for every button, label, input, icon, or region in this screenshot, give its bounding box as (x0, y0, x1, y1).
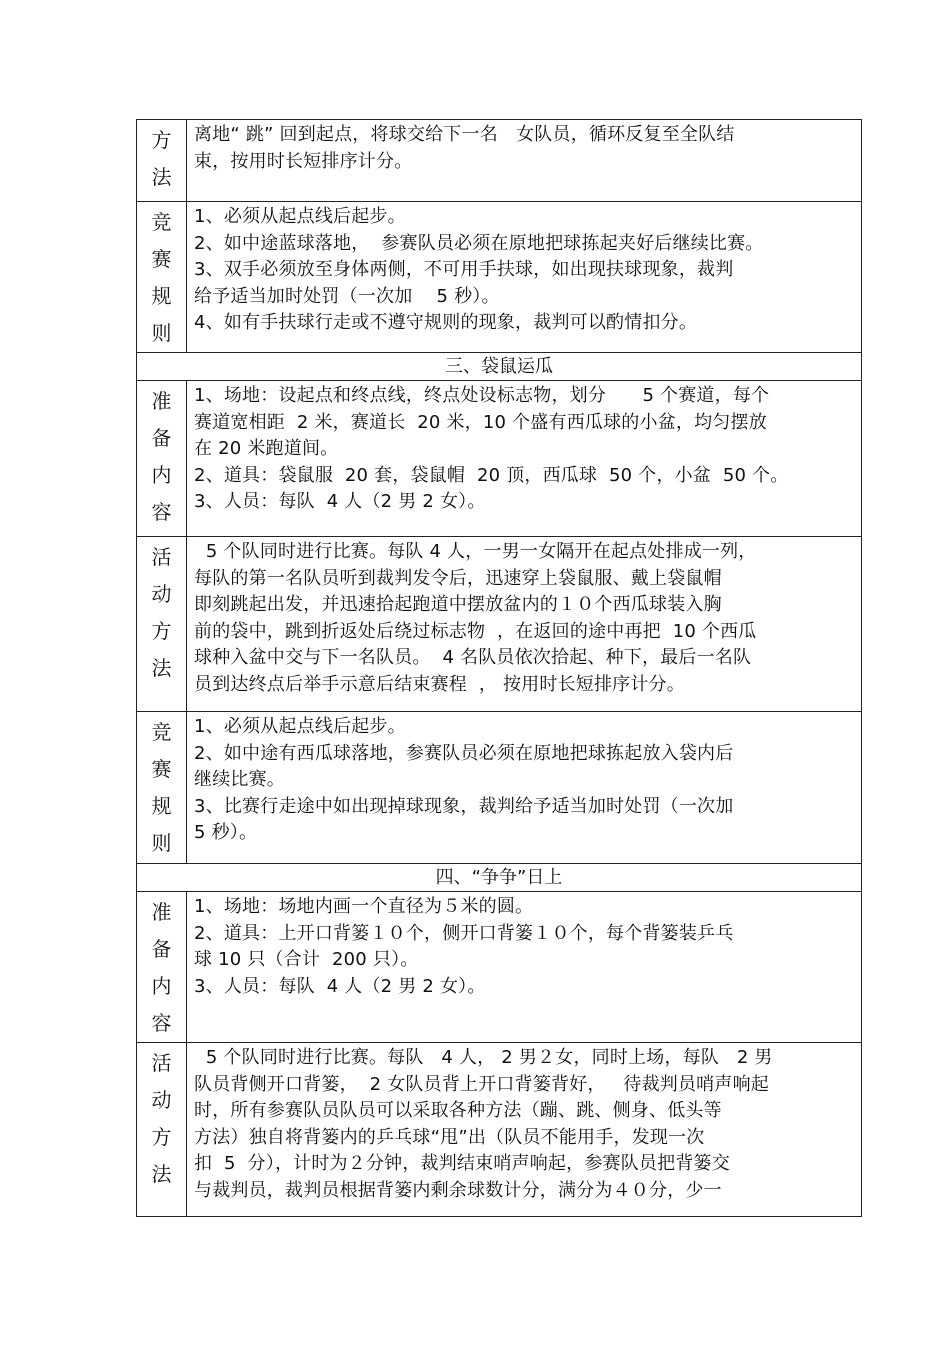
row-content (187, 120, 861, 177)
content-line: 即刻跳起出发，并迅速拾起跑道中摆放盆内的１０个西瓜球装入胸 (194, 594, 722, 615)
row-content (187, 202, 861, 339)
content-line: 5 秒）。 (194, 822, 258, 843)
rules-table (136, 119, 862, 1217)
content-line: 方法）独自将背篓内的乒乓球“甩”出（队员不能用手，发现一次 (194, 1126, 705, 1148)
content-line: 球种入盆中交与下一名队员。 4 名队员依次拾起、种下，最后一名队 (194, 647, 752, 668)
row-label-cell (137, 537, 187, 712)
row-label-char: 规 (151, 794, 172, 818)
table-row (137, 381, 862, 537)
row-content (187, 537, 861, 700)
content-line: 离地“ 跳” 回到起点，将球交给下一名 女队员，循环反复至全队结 (194, 124, 735, 145)
table-row (137, 537, 862, 712)
row-label-char: 备 (151, 937, 172, 961)
row-content-cell (187, 381, 862, 537)
row-label-char: 备 (151, 426, 172, 450)
content-line: 每队的第一名队员听到裁判发令后，迅速穿上袋鼠服、戴上袋鼠帽 (194, 567, 722, 589)
row-label (137, 712, 186, 862)
row-content-cell (187, 712, 862, 864)
row-label-char: 法 (151, 165, 172, 189)
row-label (137, 537, 186, 687)
content-line: 5 个队同时进行比赛。每队 4 人， 2 男２女，同时上场，每队 2 男 (194, 1047, 773, 1068)
row-label-char: 动 (151, 1088, 172, 1112)
content-line: 赛道宽相距 2 米，赛道长 20 米，10 个盛有西瓜球的小盆，均匀摆放 (194, 411, 767, 433)
row-label-cell (137, 381, 187, 537)
content-line: 3、人员：每队 4 人（2 男 2 女）。 (194, 491, 486, 512)
content-line: 时，所有参赛队员队员可以采取各种方法（蹦、跳、侧身、低头等 (194, 1100, 722, 1121)
row-content-cell (187, 120, 862, 202)
content-line: 4、如有手扶球行走或不遵守规则的现象，裁判可以酌情扣分。 (194, 312, 698, 333)
row-label (137, 120, 186, 196)
row-label-char: 方 (151, 1125, 172, 1149)
row-label-char: 动 (151, 582, 172, 606)
table-row (137, 120, 862, 202)
content-line: 2、道具：上开口背篓１０个，侧开口背篓１０个，每个背篓装乒乓 (194, 922, 734, 944)
content-line: 队员背侧开口背篓， 2 女队员背上开口背篓背好， 待裁判员哨声响起 (194, 1073, 769, 1095)
row-label-char: 则 (151, 831, 172, 855)
row-label-char: 则 (151, 321, 172, 345)
section-title-row (137, 353, 862, 381)
content-line: 1、必须从起点线后起步。 (194, 206, 406, 227)
row-label-char: 容 (151, 500, 172, 524)
content-line: 与裁判员，裁判员根据背篓内剩余球数计分，满分为４０分，少一 (194, 1179, 722, 1201)
row-content-cell (187, 202, 862, 353)
section-title: 三、袋鼠运瓜 (137, 353, 862, 381)
row-content (187, 1043, 861, 1206)
row-content-cell (187, 892, 862, 1043)
content-line: 在 20 米跑道间。 (194, 438, 339, 459)
row-label-char: 赛 (151, 757, 172, 781)
row-label (137, 1043, 186, 1193)
section-title: 四、“争争”日上 (137, 864, 862, 892)
row-label-char: 方 (151, 128, 172, 152)
row-label-char: 内 (151, 974, 172, 998)
row-label-char: 竞 (151, 720, 172, 744)
content-line: 前的袋中，跳到折返处后绕过标志物 ，在返回的途中再把 10 个西瓜 (194, 620, 757, 642)
row-label (137, 381, 186, 531)
content-line: 球 10 只（合计 200 只）。 (194, 949, 419, 970)
content-line: 给予适当加时处罚（一次加 5 秒）。 (194, 285, 500, 307)
row-label-char: 竞 (151, 210, 172, 234)
row-label-char: 内 (151, 463, 172, 487)
row-label-char: 活 (151, 545, 172, 569)
row-content-cell (187, 1043, 862, 1217)
row-label-char: 方 (151, 619, 172, 643)
row-label-char: 活 (151, 1051, 172, 1075)
content-line: 2、道具：袋鼠服 20 套，袋鼠帽 20 顶，西瓜球 50 个，小盆 50 个。 (194, 464, 789, 486)
content-line: 1、场地：场地内画一个直径为５米的圆。 (194, 896, 534, 917)
row-label-cell (137, 892, 187, 1043)
table-row (137, 892, 862, 1043)
content-line: 1、必须从起点线后起步。 (194, 716, 406, 737)
content-line: 3、人员：每队 4 人（2 男 2 女）。 (194, 975, 486, 997)
row-label-char: 法 (151, 656, 172, 680)
row-content (187, 381, 861, 518)
content-line: 1、场地：设起点和终点线，终点处设标志物，划分 5 个赛道，每个 (194, 385, 770, 406)
row-label-char: 赛 (151, 247, 172, 271)
row-label-cell (137, 202, 187, 353)
content-line: 2、如中途有西瓜球落地，参赛队员必须在原地把球拣起放入袋内后 (194, 742, 734, 764)
content-line: 5 个队同时进行比赛。每队 4 人，一男一女隔开在起点处排成一列， (194, 541, 757, 562)
row-content (187, 892, 861, 1002)
content-line: 继续比赛。 (194, 769, 285, 790)
row-label (137, 202, 186, 352)
row-label-char: 准 (151, 900, 172, 924)
row-label-char: 准 (151, 389, 172, 413)
row-label-char: 容 (151, 1011, 172, 1035)
table-row (137, 1043, 862, 1217)
content-line: 3、比赛行走途中如出现掉球现象，裁判给予适当加时处罚（一次加 (194, 795, 734, 817)
row-content-cell (187, 537, 862, 712)
row-label-char: 法 (151, 1162, 172, 1186)
row-label-cell (137, 1043, 187, 1217)
row-label-char: 规 (151, 284, 172, 308)
content-line: 2、如中途蓝球落地， 参赛队员必须在原地把球拣起夹好后继续比赛。 (194, 232, 764, 254)
row-label-cell (137, 712, 187, 864)
content-line: 3、双手必须放至身体两侧，不可用手扶球，如出现扶球现象，裁判 (194, 259, 734, 280)
content-line: 员到达终点后举手示意后结束赛程 ， 按用时长短排序计分。 (194, 673, 685, 695)
section-title-row (137, 864, 862, 892)
row-label (137, 892, 186, 1042)
table-row (137, 712, 862, 864)
row-label-cell (137, 120, 187, 202)
content-line: 束，按用时长短排序计分。 (194, 150, 413, 172)
table-row (137, 202, 862, 353)
row-content (187, 712, 861, 849)
content-line: 扣 5 分），计时为２分钟，裁判结束哨声响起，参赛队员把背篓交 (194, 1153, 730, 1174)
